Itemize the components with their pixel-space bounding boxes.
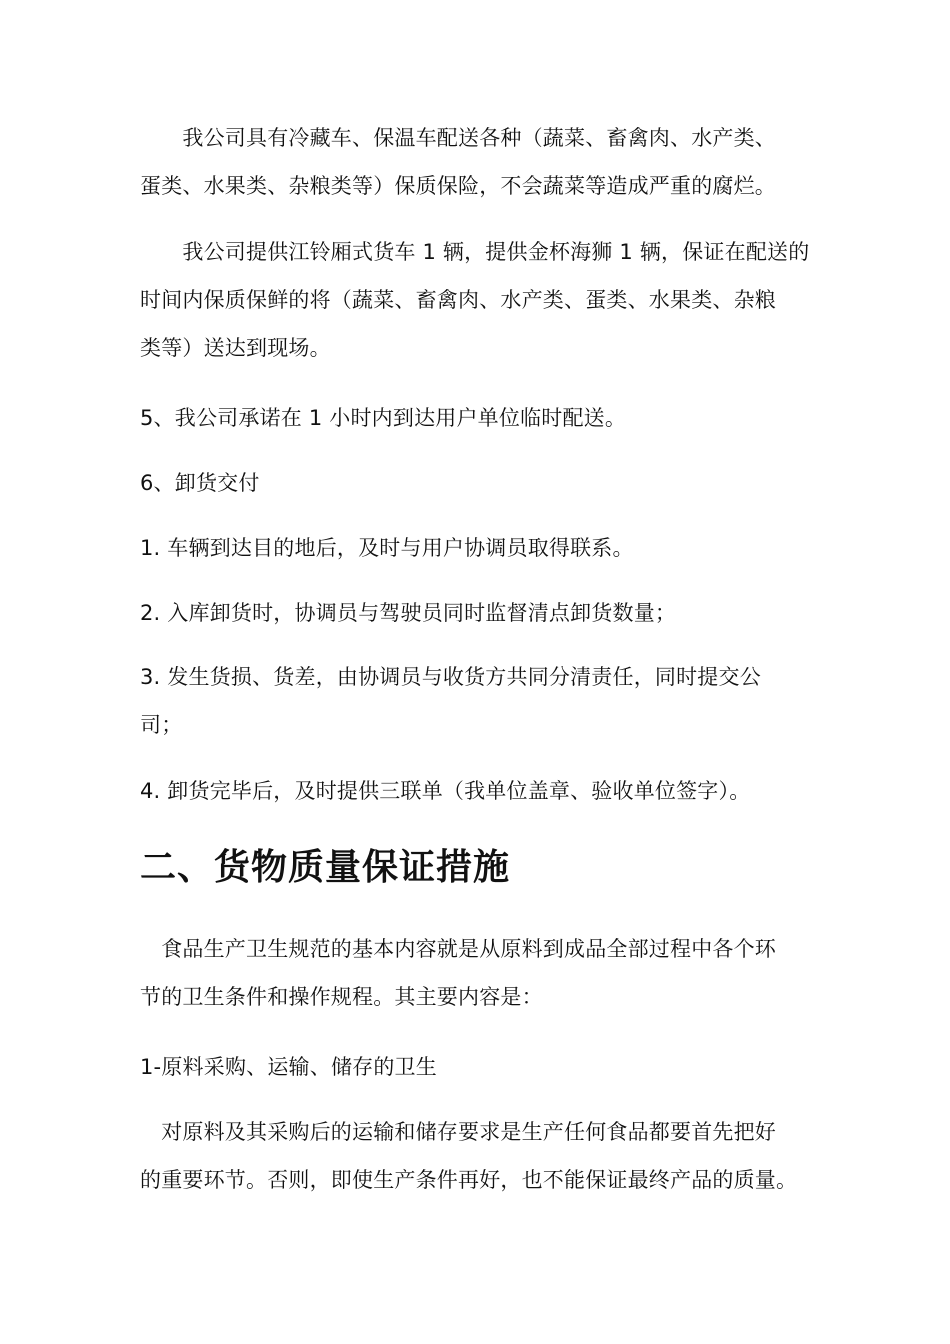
text-line: 司；: [140, 713, 183, 737]
text-line: 3. 发生货损、货差，由协调员与收货方共同分清责任，同时提交公: [140, 665, 761, 689]
text-line: 食品生产卫生规范的基本内容就是从原料到成品全部过程中各个环: [140, 937, 776, 961]
text-line: 1. 车辆到达目的地后，及时与用户协调员取得联系。: [140, 536, 634, 560]
text-line: 我公司提供江铃厢式货车 1 辆，提供金杯海狮 1 辆，保证在配送的: [140, 240, 810, 264]
text-line: 的重要环节。否则，即使生产条件再好，也不能保证最终产品的质量。: [140, 1168, 798, 1192]
paragraph-gmp-intro: [140, 925, 830, 1021]
section-heading: 二、货物质量保证措施: [140, 847, 511, 888]
text-line: 时间内保质保鲜的将（蔬菜、畜禽肉、水产类、蛋类、水果类、杂粮: [140, 288, 776, 312]
paragraph-item-6: [140, 459, 830, 507]
text-line: 对原料及其采购后的运输和储存要求是生产任何食品都要首先把好: [140, 1120, 776, 1144]
text-line: 1-原料采购、运输、储存的卫生: [140, 1055, 437, 1079]
list-item-3: [140, 653, 830, 749]
text-line: 我公司具有冷藏车、保温车配送各种（蔬菜、畜禽肉、水产类、: [140, 126, 776, 150]
text-line: 5、我公司承诺在 1 小时内到达用户单位临时配送。: [140, 406, 627, 430]
list-item-1: [140, 524, 830, 572]
text-line: 类等）送达到现场。: [140, 336, 331, 360]
text-line: 2. 入库卸货时，协调员与驾驶员同时监督清点卸货数量；: [140, 601, 677, 625]
paragraph-vehicles: [140, 228, 830, 372]
text-line: 节的卫生条件和操作规程。其主要内容是：: [140, 985, 543, 1009]
text-line: 6、卸货交付: [140, 471, 260, 495]
text-line: 4. 卸货完毕后，及时提供三联单（我单位盖章、验收单位签字）。: [140, 779, 751, 803]
list-item-4: [140, 767, 830, 815]
subheading-raw-material: [140, 1043, 830, 1091]
list-item-2: [140, 589, 830, 637]
paragraph-raw-material: [140, 1108, 830, 1204]
paragraph-refrigerated-trucks: [140, 114, 830, 210]
text-line: 蛋类、水果类、杂粮类等）保质保险，不会蔬菜等造成严重的腐烂。: [140, 174, 776, 198]
paragraph-item-5: [140, 394, 830, 442]
